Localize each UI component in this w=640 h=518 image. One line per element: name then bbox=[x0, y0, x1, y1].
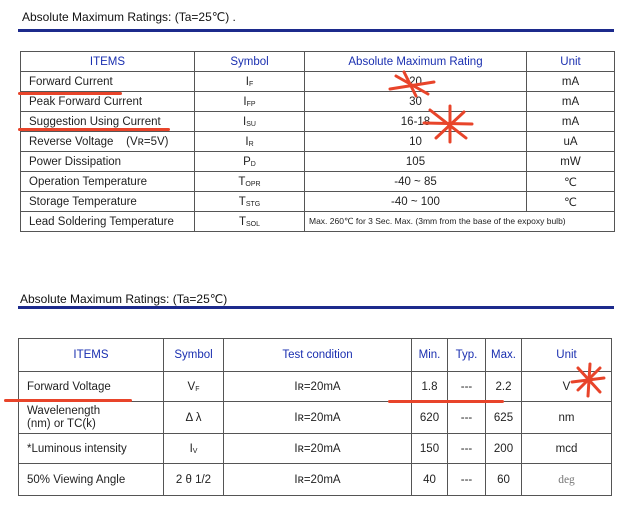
col-items: ITEMS bbox=[19, 339, 164, 372]
unit: mA bbox=[527, 72, 615, 92]
col-unit: Unit bbox=[527, 52, 615, 72]
unit: mA bbox=[527, 112, 615, 132]
col-typ: Typ. bbox=[448, 339, 486, 372]
symbol: VF bbox=[164, 372, 224, 402]
unit: nm bbox=[522, 402, 612, 434]
symbol: IFP bbox=[195, 92, 305, 112]
unit: V bbox=[522, 372, 612, 402]
value: 30 bbox=[305, 92, 527, 112]
unit: mA bbox=[527, 92, 615, 112]
max-ratings-table bbox=[20, 51, 615, 232]
section1-rule bbox=[18, 29, 614, 32]
section2-title: Absolute Maximum Ratings: (Ta=25℃) bbox=[20, 292, 228, 306]
symbol: IF bbox=[195, 72, 305, 92]
max: 2.2 bbox=[486, 372, 522, 402]
unit: mW bbox=[527, 152, 615, 172]
unit: mcd bbox=[522, 434, 612, 464]
col-max: Max. bbox=[486, 339, 522, 372]
test-condition: Iʀ=20mA bbox=[224, 464, 412, 496]
table-row bbox=[21, 192, 615, 212]
col-symbol: Symbol bbox=[195, 52, 305, 72]
table-row bbox=[21, 132, 615, 152]
unit: ℃ bbox=[527, 192, 615, 212]
max: 60 bbox=[486, 464, 522, 496]
col-rating: Absolute Maximum Rating bbox=[305, 52, 527, 72]
item: Forward Current bbox=[21, 72, 195, 92]
item: Forward Voltage bbox=[19, 372, 164, 402]
item: Reverse Voltage (Vʀ=5V) bbox=[21, 132, 195, 152]
item: Lead Soldering Temperature bbox=[21, 212, 195, 232]
max: 200 bbox=[486, 434, 522, 464]
symbol: TSTG bbox=[195, 192, 305, 212]
table1-header-row bbox=[21, 52, 615, 72]
symbol: TSOL bbox=[195, 212, 305, 232]
electrical-characteristics-table bbox=[18, 338, 612, 496]
symbol: TOPR bbox=[195, 172, 305, 192]
unit: ℃ bbox=[527, 172, 615, 192]
table-row bbox=[21, 152, 615, 172]
underline-suggestion-current bbox=[18, 128, 170, 131]
item: *Luminous intensity bbox=[19, 434, 164, 464]
typ: --- bbox=[448, 464, 486, 496]
min: 40 bbox=[412, 464, 448, 496]
col-symbol: Symbol bbox=[164, 339, 224, 372]
underline-voltage-values bbox=[388, 400, 504, 403]
min: 620 bbox=[412, 402, 448, 434]
table-row bbox=[19, 402, 612, 434]
test-condition: Iʀ=20mA bbox=[224, 372, 412, 402]
min: 150 bbox=[412, 434, 448, 464]
test-condition: Iʀ=20mA bbox=[224, 434, 412, 464]
section1-title: Absolute Maximum Ratings: (Ta=25℃) . bbox=[22, 10, 236, 24]
col-test-condition: Test condition bbox=[224, 339, 412, 372]
value: -40 ~ 100 bbox=[305, 192, 527, 212]
value: 20 bbox=[305, 72, 527, 92]
table-row bbox=[21, 172, 615, 192]
item: Wavelenength (nm) or TC(k) bbox=[19, 402, 164, 434]
min: 1.8 bbox=[412, 372, 448, 402]
underline-forward-current bbox=[18, 92, 122, 95]
table-row bbox=[19, 372, 612, 402]
value: 16-18 bbox=[305, 112, 527, 132]
item: Operation Temperature bbox=[21, 172, 195, 192]
symbol: PD bbox=[195, 152, 305, 172]
underline-forward-voltage bbox=[4, 399, 132, 402]
value: -40 ~ 85 bbox=[305, 172, 527, 192]
col-min: Min. bbox=[412, 339, 448, 372]
symbol: 2 θ 1/2 bbox=[164, 464, 224, 496]
table-row bbox=[21, 212, 615, 232]
unit: uA bbox=[527, 132, 615, 152]
col-items: ITEMS bbox=[21, 52, 195, 72]
item: Suggestion Using Current bbox=[21, 112, 195, 132]
max: 625 bbox=[486, 402, 522, 434]
typ: --- bbox=[448, 402, 486, 434]
item: 50% Viewing Angle bbox=[19, 464, 164, 496]
item: Storage Temperature bbox=[21, 192, 195, 212]
value: 10 bbox=[305, 132, 527, 152]
test-condition: Iʀ=20mA bbox=[224, 402, 412, 434]
symbol: Δ λ bbox=[164, 402, 224, 434]
table-row bbox=[19, 434, 612, 464]
symbol: ISU bbox=[195, 112, 305, 132]
value: Max. 260℃ for 3 Sec. Max. (3mm from the base of the expoxy bulb) bbox=[305, 212, 615, 232]
table2-header-row bbox=[19, 339, 612, 372]
section2-rule bbox=[18, 306, 614, 309]
typ: --- bbox=[448, 434, 486, 464]
typ: --- bbox=[448, 372, 486, 402]
item: Peak Forward Current bbox=[21, 92, 195, 112]
col-unit: Unit bbox=[522, 339, 612, 372]
symbol: IR bbox=[195, 132, 305, 152]
item: Power Dissipation bbox=[21, 152, 195, 172]
table-row bbox=[19, 464, 612, 496]
table-row bbox=[21, 72, 615, 92]
value: 105 bbox=[305, 152, 527, 172]
unit: deg bbox=[522, 464, 612, 496]
symbol: IV bbox=[164, 434, 224, 464]
